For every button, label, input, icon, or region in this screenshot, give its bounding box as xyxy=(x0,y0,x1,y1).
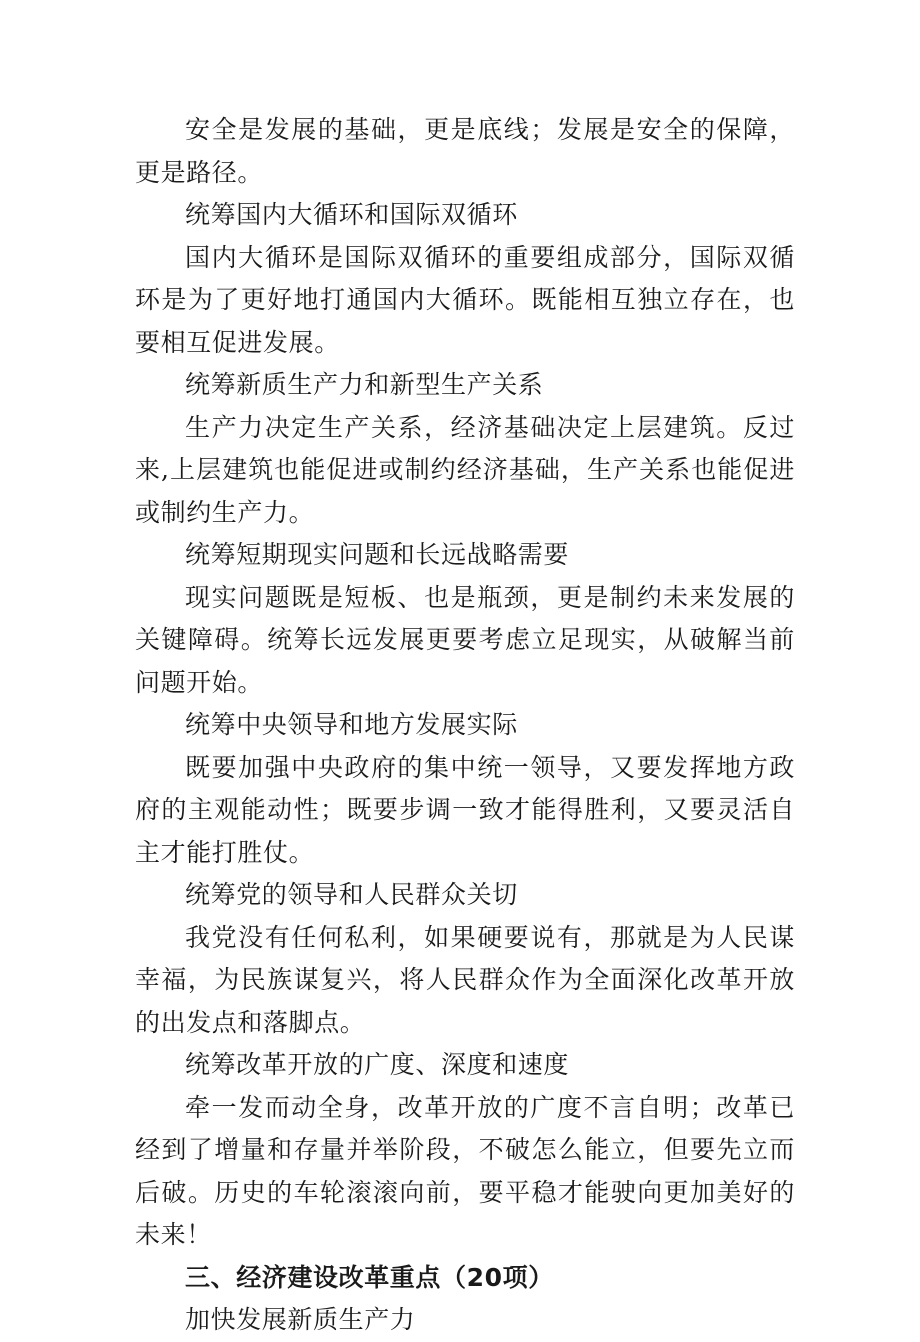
section-heading-economic-reform: 三、经济建设改革重点（20项） xyxy=(185,1262,554,1292)
heading-central-local: 统筹中央领导和地方发展实际 xyxy=(185,710,518,739)
heading-productivity-relations: 统筹新质生产力和新型生产关系 xyxy=(185,370,544,399)
document-body xyxy=(135,109,795,1342)
paragraph-domestic-international-circulation: 国内大循环是国际双循环的重要组成部分，国际双循环是为了更好地打通国内大循环。既能相互独立存在，也要相互促进发展。 xyxy=(135,242,795,357)
paragraph-short-long-term: 现实问题既是短板、也是瓶颈，更是制约未来发展的关键障碍。统筹长远发展更要考虑立足现实，从破解当前问题开始。 xyxy=(135,582,795,697)
heading-short-long-term: 统筹短期现实问题和长远战略需要 xyxy=(185,540,570,569)
heading-party-people: 统筹党的领导和人民群众关切 xyxy=(185,880,518,909)
heading-reform-breadth-depth-speed: 统筹改革开放的广度、深度和速度 xyxy=(185,1050,570,1079)
paragraph-party-people: 我党没有任何私利，如果硬要说有，那就是为人民谋幸福，为民族谋复兴，将人民群众作为全面深化改革开放的出发点和落脚点。 xyxy=(135,922,795,1037)
paragraph-productivity-relations: 生产力决定生产关系，经济基础决定上层建筑。反过来,上层建筑也能促进或制约经济基础，生产关系也能促进或制约生产力。 xyxy=(135,412,795,527)
heading-new-quality-productivity: 加快发展新质生产力 xyxy=(185,1305,416,1334)
paragraph-security-development: 安全是发展的基础，更是底线；发展是安全的保障，更是路径。 xyxy=(135,115,795,187)
paragraph-reform-breadth-depth-speed: 牵一发而动全身，改革开放的广度不言自明；改革已经到了增量和存量并举阶段，不破怎么能立，但要先立而后破。历史的车轮滚滚向前，要平稳才能驶向更加美好的未来！ xyxy=(135,1092,795,1249)
paragraph-central-local: 既要加强中央政府的集中统一领导，又要发挥地方政府的主观能动性；既要步调一致才能得胜利，又要灵活自主才能打胜仗。 xyxy=(135,752,795,867)
heading-domestic-international-circulation: 统筹国内大循环和国际双循环 xyxy=(185,200,518,229)
